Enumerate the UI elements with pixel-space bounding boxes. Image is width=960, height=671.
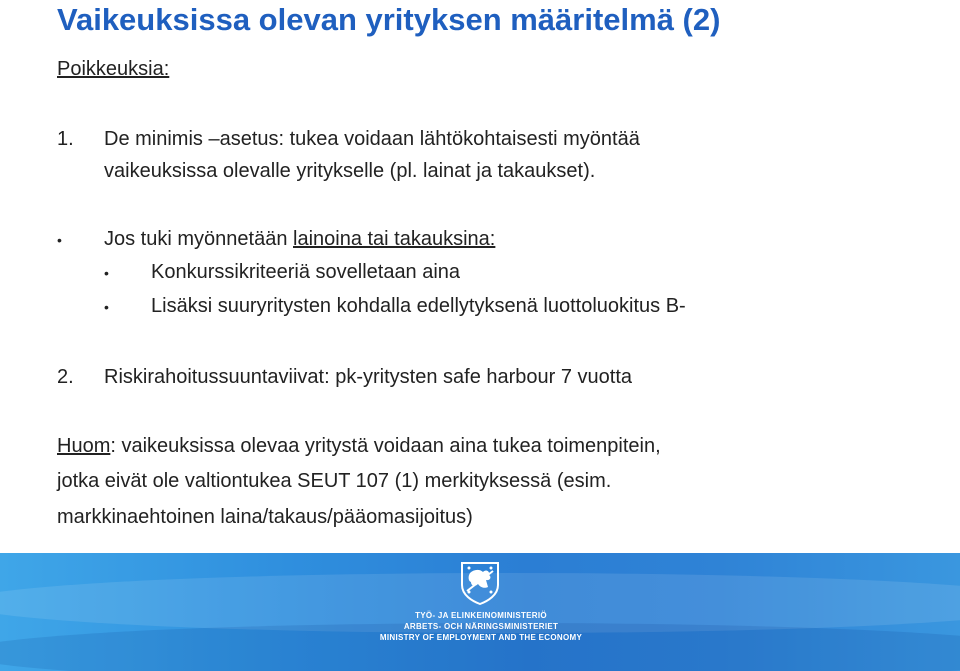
ministry-footer (0, 553, 960, 671)
ministry-name-sv: ARBETS- OCH NÄRINGSMINISTERIET (403, 622, 559, 631)
note-line2: jotka eivät ole valtiontukea SEUT 107 (1) merkityksessä (esim. (57, 470, 612, 492)
bullet-main-underlined: lainoina tai takauksina: (293, 228, 496, 250)
note-label: Huom (57, 435, 111, 457)
ministry-name-en: MINISTRY OF EMPLOYMENT AND THE ECONOMY (379, 633, 583, 642)
sub-bullet-icon: • (104, 265, 109, 281)
finnish-lion-crest-icon (458, 559, 502, 605)
bullet-icon: • (57, 232, 62, 248)
bullet-main-prefix: Jos tuki myönnetään (104, 228, 293, 250)
bullet-main (104, 228, 495, 251)
item2-text: Riskirahoitussuuntaviivat: pk-yritysten safe harbour 7 vuotta (104, 366, 633, 388)
item2-number: 2. (57, 366, 74, 388)
note-line1-rest: : vaikeuksissa olevaa yritystä voidaan aina tukea toimenpitein, (110, 435, 661, 457)
slide-title: Vaikeuksissa olevan yrityksen määritelmä (2) (57, 2, 721, 37)
subtitle: Poikkeuksia: (57, 58, 170, 80)
item1-number: 1. (57, 128, 74, 150)
item1-line2: vaikeuksissa olevalle yritykselle (pl. lainat ja takaukset). (104, 160, 596, 182)
item1-line1: De minimis –asetus: tukea voidaan lähtökohtaisesti myöntää (104, 128, 640, 150)
bullet-sub1: Konkurssikriteeriä sovelletaan aina (151, 261, 461, 283)
note-line1 (57, 435, 661, 458)
sub-bullet-icon: • (104, 299, 109, 315)
note-line3: markkinaehtoinen laina/takaus/pääomasijoitus) (57, 506, 473, 528)
ministry-name-fi: TYÖ- JA ELINKEINOMINISTERIÖ (415, 611, 547, 620)
bullet-sub2: Lisäksi suuryritysten kohdalla edellytyksenä luottoluokitus B- (151, 295, 686, 317)
